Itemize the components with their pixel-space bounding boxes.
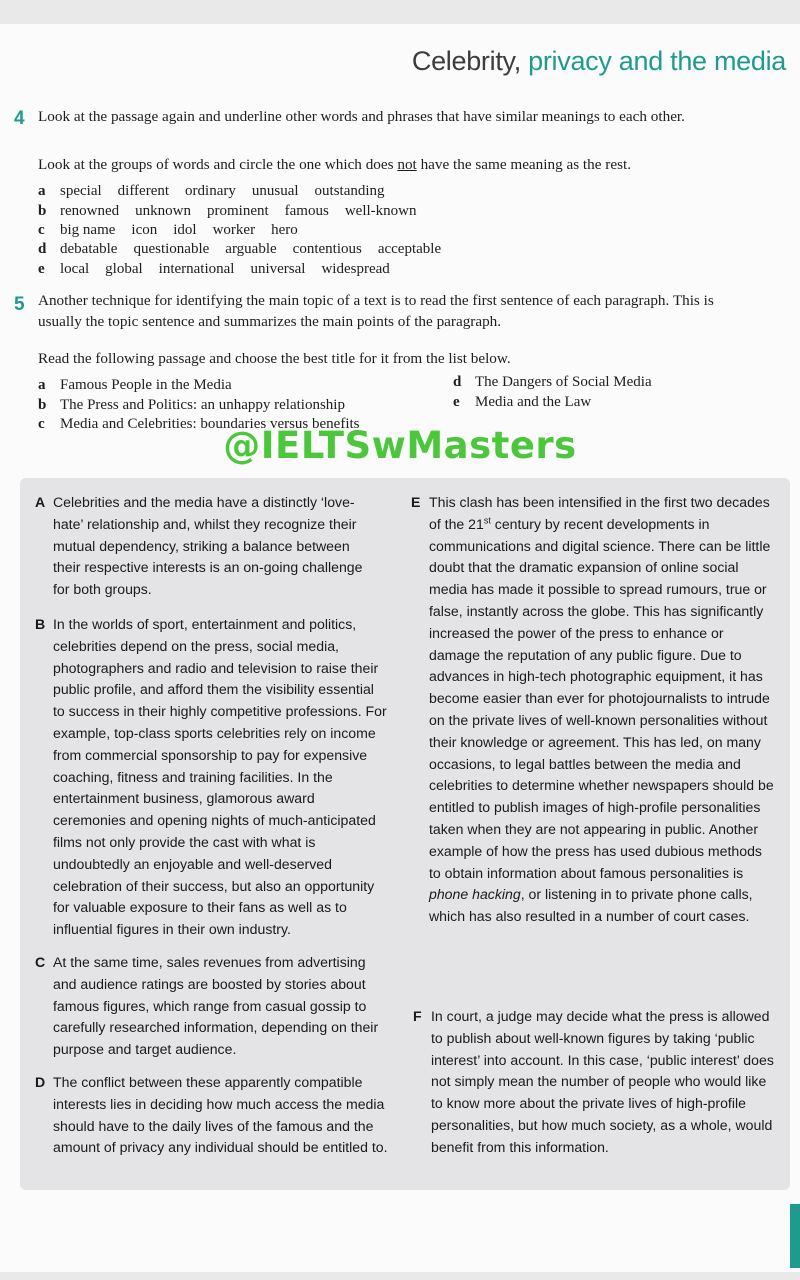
paragraph-f [413,1006,776,1159]
paragraph-a-text: Celebrities and the media have a distinctly ‘love-hate’ relationship and, whilst they recognize their mutual dependency, striking a balance between their respective interests is an on-going challenge for both groups. [53,494,363,598]
paragraph-c-text: At the same time, sales revenues from advertising and audience ratings are boosted by stories about famous figures, which range from casual gossip to carefully researched information, depending on their purpose and target audience. [53,954,379,1058]
reading-passage-box [20,478,790,1190]
word-option[interactable]: icon [131,222,158,238]
paragraph-e [411,492,774,928]
word-option[interactable]: local [60,261,90,277]
instruction-2-not: not [397,156,417,173]
word-option[interactable]: idol [173,222,197,238]
paragraph-a-letter: A [35,494,46,510]
title-option-c[interactable]: c Media and Celebrities: boundaries versus benefits [38,416,360,432]
word-option[interactable]: different [117,183,170,199]
instruction-2-after: have the same meaning as the rest. [416,156,631,173]
word-group-b: b renowned unknown prominent famous well-known [38,203,417,219]
paragraph-d-letter: D [35,1074,46,1090]
word-group-c: c big name icon idol worker hero [38,222,298,238]
word-option[interactable]: big name [60,222,116,238]
watermark-text: @IELTSwMasters [223,424,577,467]
page-title-part1: Celebrity, [411,46,521,76]
paragraph-e-text [429,492,774,928]
page-title-part2: privacy and the media [528,46,786,76]
exercise-5-instruction-2: Read the following passage and choose the best title for it from the list below. [38,350,511,367]
instruction-2-before: Look at the groups of words and circle the one which does [38,156,398,173]
paragraph-a [35,492,371,601]
paragraph-e-part3: , or listening in to private phone calls, which has also resulted in a number of court cases. [429,886,753,925]
exercise-4-number: 4 [14,108,25,129]
exercise-4-instruction: Look at the passage again and underline other words and phrases that have similar meanings to each other. [38,108,685,125]
word-option[interactable]: contentious [292,241,362,257]
exercise-5-instruction: Another technique for identifying the main topic of a text is to read the first sentence of each paragraph. This is usually the topic sentence and summarizes the main points of the paragraph. [38,292,714,330]
word-option[interactable]: widespread [321,261,390,277]
word-option[interactable]: renowned [60,203,120,219]
word-group-e: e local global international universal widespread [38,261,390,277]
word-option[interactable]: well-known [344,203,417,219]
paragraph-b-letter: B [35,616,46,632]
word-option[interactable]: ordinary [185,183,236,199]
word-option[interactable]: hero [271,222,298,238]
title-option-a[interactable]: a Famous People in the Media [38,377,232,393]
word-option[interactable]: unknown [135,203,191,219]
page-title [412,46,786,77]
page-edge-tab [790,1204,800,1268]
word-group-d: d debatable questionable arguable contentious acceptable [38,241,442,257]
word-option[interactable]: prominent [207,203,269,219]
word-option[interactable]: debatable [60,241,118,257]
exercise-5-number: 5 [14,294,25,315]
word-option[interactable]: famous [284,203,329,219]
paragraph-e-sup: st [483,515,491,526]
paragraph-e-part1: This clash has been intensified in the first two decades of the 21 [429,494,770,532]
paragraph-c-letter: C [35,954,46,970]
title-option-d[interactable]: d The Dangers of Social Media [453,374,652,390]
paragraph-b [35,614,389,941]
word-option[interactable]: arguable [225,241,277,257]
word-option[interactable]: outstanding [314,183,385,199]
word-option[interactable]: worker [212,222,256,238]
paragraph-d-text: The conflict between these apparently compatible interests lies in deciding how much access the media should have to the daily lives of the famous and the amount of privacy any individual should be entitled to. [53,1074,388,1156]
paragraph-b-text: In the worlds of sport, entertainment and politics, celebrities depend on the press, social media, photographers and radio and television to raise their public profile, and afford them the visibility essential to success in their highly competitive professions. For example, top-class sports celebrities rely on income from commercial sponsorship to pay for expensive coaching, fitness and training facilities. In the entertainment business, glamorous award ceremonies and opening nights of much-anticipated films not only provide the cast with what is undoubtedly an enjoyable and well-deserved celebration of their success, but also an opportunity for valuable exposure to their fans as well as to influential figures in their own industry. [53,616,387,938]
word-option[interactable]: unusual [251,183,299,199]
word-option[interactable]: international [158,261,235,277]
word-group-a: a special different ordinary unusual outstanding [38,183,385,199]
word-option[interactable]: questionable [133,241,210,257]
word-option[interactable]: acceptable [377,241,442,257]
paragraph-f-text: In court, a judge may decide what the press is allowed to publish about well-known figures by taking ‘public interest’ into account. In this case, ‘public interest’ does not simply mean the number of people who would like to know more about the private lives of high-profile personalities, but how much society, as a whole, would benefit from this information. [431,1008,774,1155]
paragraph-e-italic: phone hacking [429,886,521,903]
exercise-4-instruction-2 [38,154,758,175]
textbook-page [0,24,800,1272]
paragraph-e-part2: century by recent developments in communications and digital science. There can be little doubt that the dramatic expansion of online social media has made it possible to spread rumours, true or false, instantly across the globe. This has significantly increased the power of the press to enhance or damage the reputation of any public figure. Due to advances in high-tech photographic equipment, it has become easier than ever for photojournalists to intrude on the private lives of well-known personalities without their knowledge or agreement. This has led, on many occasions, to legal battles between the media and celebrities to determine whether newspapers should be entitled to publish images of high-profile personalities taken when they are not appearing in public. Another example of how the press has used dubious methods to obtain information about famous personalities is [429,515,774,881]
word-option[interactable]: universal [250,261,306,277]
paragraph-d [35,1072,389,1159]
word-option[interactable]: global [105,261,143,277]
title-option-b[interactable]: b The Press and Politics: an unhappy relationship [38,397,345,413]
paragraph-f-letter: F [413,1008,422,1024]
title-option-e[interactable]: e Media and the Law [453,394,592,410]
paragraph-e-letter: E [411,494,421,510]
word-option[interactable]: special [60,183,102,199]
paragraph-c [35,952,389,1061]
